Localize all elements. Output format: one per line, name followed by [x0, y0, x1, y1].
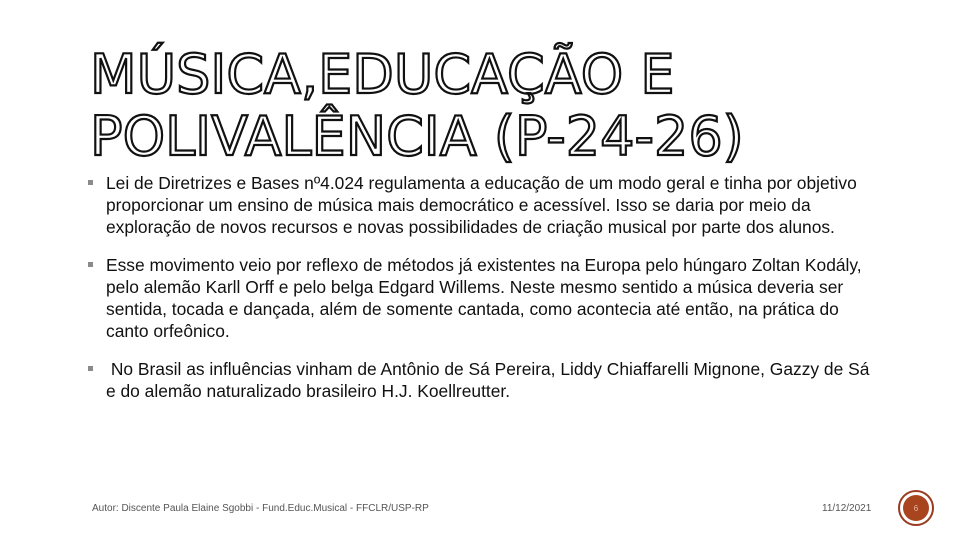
bullet-marker-icon [88, 366, 93, 371]
footer-date: 11/12/2021 [822, 503, 872, 514]
bullet-marker-icon [88, 180, 93, 185]
bullet-text: Lei de Diretrizes e Bases nº4.024 regulamenta a educação de um modo geral e tinha por objetivo proporcionar um ensino de música mais democrático e acessível. Isso se daria por meio da exploração de novos recursos e novas possibilidades de criação musical por parte dos alunos. [106, 173, 857, 237]
bullet-item [88, 254, 878, 342]
bullet-list [88, 172, 878, 418]
bullet-marker-icon [88, 262, 93, 267]
slide-number-badge [898, 490, 934, 526]
slide-title-line-2: POLIVALÊNCIA (P-24-26) [90, 105, 744, 168]
slide-number: 6 [903, 495, 929, 521]
slide-title-line-1: MÚSICA,EDUCAÇÃO E [90, 43, 675, 106]
footer-author: Autor: Discente Paula Elaine Sgobbi - Fund.Educ.Musical - FFCLR/USP-RP [92, 503, 429, 514]
bullet-text: Esse movimento veio por reflexo de métodos já existentes na Europa pelo húngaro Zoltan Kodály, pelo alemão Karll Orff e pelo belga Edgard Willems. Neste mesmo sentido a música deveria ser sentida, tocada e dançada, além de somente cantada, como acontecia até então, na prática do canto orfeônico. [106, 255, 862, 341]
bullet-text: No Brasil as influências vinham de Antônio de Sá Pereira, Liddy Chiaffarelli Mignone, Gazzy de Sá e do alemão naturalizado brasileiro H.J. Koellreutter. [106, 359, 875, 401]
bullet-item [88, 172, 878, 238]
slide-title [90, 44, 790, 168]
bullet-item [88, 358, 878, 402]
